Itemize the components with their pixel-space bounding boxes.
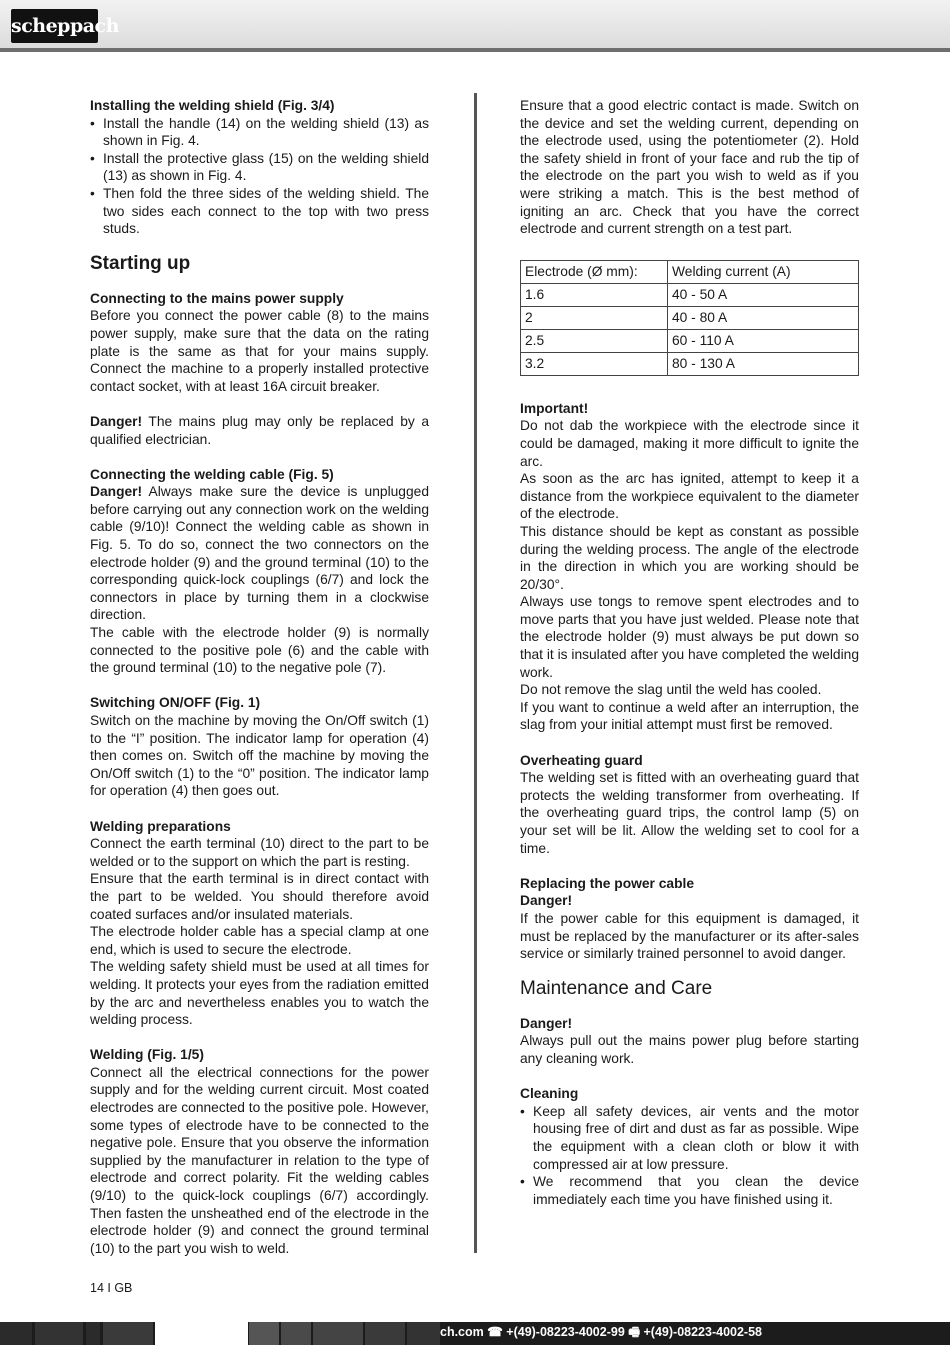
danger-plug-paragraph <box>90 413 429 448</box>
list-item: • Install the handle (14) on the welding shield (13) as shown in Fig. 4. <box>90 115 429 150</box>
footer-block <box>103 1322 153 1345</box>
right-column <box>520 97 859 1208</box>
footer-block <box>35 1322 83 1345</box>
table-row <box>521 352 859 375</box>
footer-block <box>0 1322 32 1345</box>
electrode-current-table <box>520 260 859 376</box>
table-cell: 40 - 80 A <box>668 306 859 329</box>
scheppach-logo: scheppach <box>11 9 98 43</box>
page-number: 14 I GB <box>90 1281 133 1295</box>
cleaning-heading: Cleaning <box>520 1086 579 1102</box>
mains-text: Before you connect the power cable (8) to the mains power supply, make sure that the data on the rating plate is the same as that for your mains supply. Connect the machine to a properly installed protective contact socket, with at least 16A circuit breaker. <box>90 308 429 394</box>
switch-text: Switch on the machine by moving the On/Off switch (1) to the “I” position. The indicator lamp for operation (4) then comes on. Switch off the machine by moving the On/Off switch (1) to the “0” position. The indicator lamp for operation (4) then goes out. <box>90 713 429 799</box>
footer-block <box>281 1322 311 1345</box>
table-row <box>521 329 859 352</box>
important-text-3: This distance should be kept as constant as possible during the welding process. The angle of the electrode in the direction in which you are working should be 20/30°. <box>520 523 859 592</box>
shield-heading: Installing the welding shield (Fig. 3/4) <box>90 98 335 113</box>
important-text-4: Always use tongs to remove spent electrodes and to move parts that you have just welded. Please note that the electrode holder (9) must always be put down so that it is insulated after you have completed the welding work. <box>520 594 859 680</box>
left-column <box>90 97 429 1257</box>
overheat-text: The welding set is fitted with an overheating guard that protects the welding transformer from overheating. If the overheating guard trips, the control lamp (5) on your set will be lit. Allow the welding set to cool for a time. <box>520 770 859 856</box>
important-text-5: Do not remove the slag until the weld has cooled. <box>520 682 822 698</box>
danger-label: Danger! <box>90 484 143 500</box>
switch-heading: Switching ON/OFF (Fig. 1) <box>90 695 261 711</box>
footer-block <box>313 1322 363 1345</box>
replace-text: If the power cable for this equipment is damaged, it must be replaced by the manufacturer or its after-sales service or similarly trained personnel to avoid danger. <box>520 910 859 962</box>
table-row <box>521 283 859 306</box>
table-cell: 80 - 130 A <box>668 352 859 375</box>
cable-paragraph <box>90 483 429 624</box>
prep-text-3: The electrode holder cable has a special clamp at one end, which is used to secure the electrode. <box>90 924 429 957</box>
maint-danger: Danger! <box>520 1015 573 1031</box>
important-text-2: As soon as the arc has ignited, attempt to keep it a distance from the workpiece equivalent to the diameter of the electrode. <box>520 471 859 522</box>
contact-text: Ensure that a good electric contact is made. Switch on the device and set the welding current, depending on the electrode used, using the potentiometer (2). Hold the safety shield in front of your face and rub the tip of the electrode on the part you wish to weld as if you were striking a match. This is the best method of igniting an arc. Check that you have the correct electrode and current strength on a test part. <box>520 98 859 237</box>
header-rule <box>0 48 950 52</box>
prep-text-2: Ensure that the earth terminal is in direct contact with the part to be welded. You should therefore avoid coated surfaces and/or insulated materials. <box>90 871 429 922</box>
footer-block <box>155 1322 248 1345</box>
table-cell: 1.6 <box>521 283 668 306</box>
prep-heading: Welding preparations <box>90 818 231 834</box>
replace-heading: Replacing the power cable <box>520 875 695 891</box>
important-text-6: If you want to continue a weld after an interruption, the slag from your initial attempt must first be removed. <box>520 699 859 733</box>
weld-text: Connect all the electrical connections for the power supply and for the welding current circuit. Most coated electrodes are connected to the positive pole. However, some types of electrode have to be connected to the negative pole. Ensure that you observe the information supplied by the manufacturer in relation to the type of electrode and correct polarity. Fit the welding cables (9/10) to the quick-lock couplings (6/7) accordingly. Then fasten the unsheathed end of the electrode in the electrode holder (9) and connect the ground terminal (10) to the part you wish to weld. <box>90 1064 429 1256</box>
shield-list <box>90 115 429 238</box>
replace-danger: Danger! <box>520 893 573 909</box>
table-cell: 60 - 110 A <box>668 329 859 352</box>
table-cell: 2 <box>521 306 668 329</box>
footer-block <box>86 1322 100 1345</box>
list-item: • We recommend that you clean the device immediately each time you have finished using it. <box>520 1173 859 1208</box>
important-heading: Important! <box>520 400 589 416</box>
maint-text: Always pull out the mains power plug before starting any cleaning work. <box>520 1033 859 1066</box>
prep-text-4: The welding safety shield must be used at all times for welding. It protects your eyes from the radiation emitted by the arc and nevertheless enables you to watch the welding process. <box>90 959 429 1028</box>
footer-block <box>249 1322 279 1345</box>
table-header-electrode: Electrode (Ø mm): <box>521 260 668 283</box>
list-item: • Keep all safety devices, air vents and the motor housing free of dirt and dust as far as possible. Wipe the equipment with a clean cloth or blow it with compressed air at low pressure. <box>520 1103 859 1173</box>
footer-block <box>365 1322 405 1345</box>
cleaning-list <box>520 1103 859 1209</box>
mains-heading: Connecting to the mains power supply <box>90 290 344 306</box>
table-header-row <box>521 260 859 283</box>
starting-up-title: Starting up <box>90 252 191 274</box>
table-cell: 3.2 <box>521 352 668 375</box>
weld-heading: Welding (Fig. 1/5) <box>90 1047 204 1063</box>
danger-plug-text: The mains plug may only be replaced by a qualified electrician. <box>90 413 429 447</box>
maintenance-title: Maintenance and Care <box>520 977 713 999</box>
cable-text: Always make sure the device is unplugged before carrying out any connection work on the welding cable (9/10)! Connect the welding cable as shown in Fig. 5. To do so, connect the two connectors on the electrode holder (9) and the ground terminal (10) to the corresponding quick-lock couplings (6/7) and lock the connectors in place by turning them in a clockwise direction. <box>90 484 429 623</box>
table-row <box>521 306 859 329</box>
cable-heading: Connecting the welding cable (Fig. 5) <box>90 466 334 482</box>
column-divider <box>474 93 477 1253</box>
prep-text-1: Connect the earth terminal (10) direct to the part to be welded or to the support on which the part is resting. <box>90 836 429 869</box>
table-cell: 40 - 50 A <box>668 283 859 306</box>
table-header-current: Welding current (A) <box>668 260 859 283</box>
footer-block <box>407 1322 440 1345</box>
footer-contact: ch.com ☎ +(49)-08223-4002-99 🖷 +(49)-08223-4002-58 <box>440 1325 762 1339</box>
danger-label: Danger! <box>90 413 143 429</box>
cable-text-2: The cable with the electrode holder (9) is normally connected to the positive pole (6) and the cable with the ground terminal (10) to the negative pole (7). <box>90 625 429 676</box>
page-header <box>0 0 950 48</box>
table-cell: 2.5 <box>521 329 668 352</box>
important-text-1: Do not dab the workpiece with the electrode since it could be damaged, making it more difficult to ignite the arc. <box>520 418 859 469</box>
list-item: • Then fold the three sides of the welding shield. The two sides each connect to the top with two press studs. <box>90 185 429 238</box>
overheat-heading: Overheating guard <box>520 752 643 768</box>
list-item: • Install the protective glass (15) on the welding shield (13) as shown in Fig. 4. <box>90 150 429 185</box>
